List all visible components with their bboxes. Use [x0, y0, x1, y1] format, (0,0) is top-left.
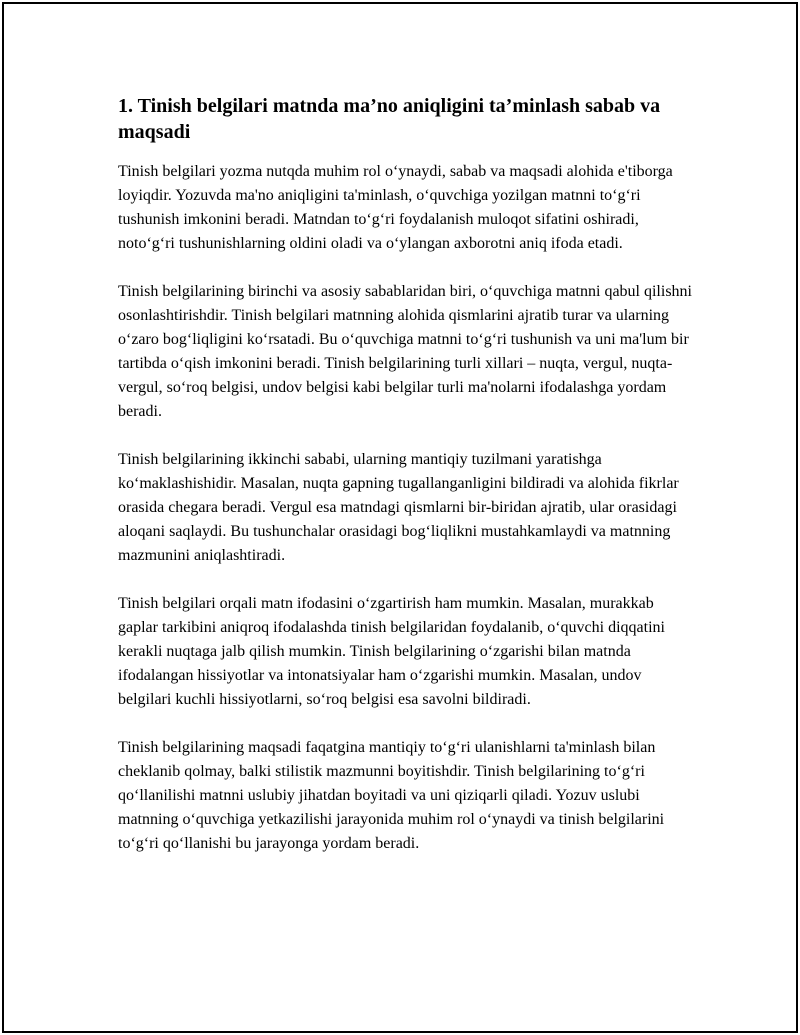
- paragraph-5: Tinish belgilarining maqsadi faqatgina mantiqiy to‘g‘ri ulanishlarni ta'minlash bilan cheklanib qolmay, balki stilistik mazmunni boyitishdir. Tinish belgilarining to‘g‘ri qo‘llanilishi matnni uslubiy jihatdan boyitadi va uni qiziqarli qiladi. Yozuv uslubi matnning o‘quvchiga yetkazilishi jarayonida muhim rol o‘ynaydi va tinish belgilarini to‘g‘ri qo‘llanishi bu jarayonga yordam beradi.: [118, 738, 665, 852]
- document-body: [118, 93, 693, 880]
- paragraph-3: Tinish belgilarining ikkinchi sababi, ularning mantiqiy tuzilmani yaratishga ko‘maklashishidir. Masalan, nuqta gapning tugallanganligini bildiradi va alohida fikrlar orasida chegara beradi. Vergul esa matndagi qismlarni bir-biridan ajratib, ular orasidagi aloqani saqlaydi. Bu tushunchalar orasidagi bog‘liqlikni mustahkamlaydi va matnning mazmunini aniqlashtiradi.: [118, 450, 679, 564]
- paragraph-2: Tinish belgilarining birinchi va asosiy sabablaridan biri, o‘quvchiga matnni qabul qilishni osonlashtirishdir. Tinish belgilari matnning alohida qismlarini ajratib turar va ularning o‘zaro bog‘liqligini ko‘rsatadi. Bu o‘quvchiga matnni to‘g‘ri tushunish va uni ma'lum bir tartibda o‘qish imkonini beradi. Tinish belgilarining turli xillari – nuqta, vergul, nuqta-vergul, so‘roq belgisi, undov belgisi kabi belgilar turli ma'nolarni ifodalashga yordam beradi.: [118, 282, 692, 420]
- paragraph-4: Tinish belgilari orqali matn ifodasini o‘zgartirish ham mumkin. Masalan, murakkab gaplar tarkibini aniqroq ifodalashda tinish belgilaridan foydalanib, o‘quvchi diqqatini kerakli nuqtaga jalb qilish mumkin. Tinish belgilarining o‘zgarishi bilan matnda ifodalangan hissiyotlar va intonatsiyalar ham o‘zgarishi mumkin. Masalan, undov belgilari kuchli hissiyotlarni, so‘roq belgisi esa savolni bildiradi.: [118, 594, 665, 708]
- section-heading: 1. Tinish belgilari matnda ma’no aniqligini ta’minlash sabab va maqsadi: [118, 95, 661, 144]
- paragraph-1: Tinish belgilari yozma nutqda muhim rol o‘ynaydi, sabab va maqsadi alohida e'tiborga loyiqdir. Yozuvda ma'no aniqligini ta'minlash, o‘quvchiga yozilgan matnni to‘g‘ri tushunish imkonini beradi. Matndan to‘g‘ri foydalanish muloqot sifatini oshiradi, noto‘g‘ri tushunishlarning oldini oladi va o‘ylangan axborotni aniq ifoda etadi.: [118, 162, 673, 252]
